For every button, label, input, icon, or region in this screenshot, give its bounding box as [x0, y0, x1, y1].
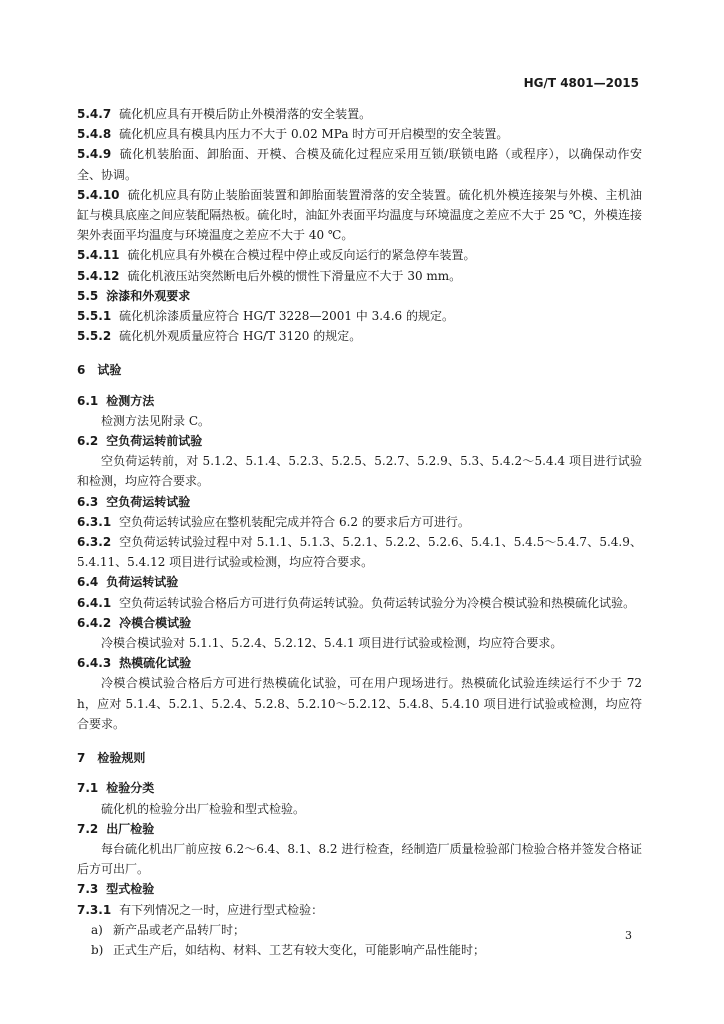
clause-number: 5.4.10 [77, 187, 120, 202]
heading-text: 出厂检验 [106, 821, 155, 836]
clause-number: 6.3.1 [77, 514, 112, 529]
clause-5-4-12 [77, 266, 642, 286]
heading-7-3 [77, 879, 642, 899]
list-marker: a) [91, 922, 103, 937]
clause-number: 5.4.12 [77, 268, 120, 283]
section-title: 检验规则 [97, 751, 146, 766]
paragraph: 每台硫化机出厂前应按 6.2～6.4、8.1、8.2 进行检查，经制造厂质量检验部门检验合格并签发合格证后方可出厂。 [77, 841, 642, 877]
clause-number: 5.4.7 [77, 107, 112, 121]
clause-number: 6.4.1 [77, 595, 112, 610]
paragraph: 冷模合模试验对 5.1.1、5.2.4、5.2.12、5.4.1 项目进行试验或检测，均应符合要求。 [101, 636, 563, 651]
section-number: 6 [77, 363, 86, 378]
list-text: 正式生产后，如结构、材料、工艺有较大变化，可能影响产品性能时； [113, 942, 486, 957]
list-marker: b) [91, 942, 104, 957]
clause-7-3-1 [77, 900, 642, 920]
heading-text: 型式检验 [106, 882, 155, 897]
clause-number: 5.5.1 [77, 309, 112, 324]
heading-number: 6.4.2 [77, 615, 112, 630]
heading-number: 6.1 [77, 393, 99, 408]
heading-text: 涂漆和外观要求 [106, 288, 191, 303]
clause-6-3-1 [77, 512, 642, 532]
section-6-heading [77, 360, 642, 380]
heading-5-5 [77, 286, 642, 306]
clause-text: 硫化机外观质量应符合 HG/T 3120 的规定。 [119, 329, 362, 344]
clause-number: 6.3.2 [77, 535, 112, 550]
section-number: 7 [77, 751, 86, 766]
heading-7-2 [77, 819, 642, 839]
heading-number: 7.1 [77, 781, 99, 796]
clause-6-4-1 [77, 593, 642, 613]
heading-6-4-2 [77, 613, 642, 633]
page-number: 3 [625, 929, 632, 942]
clause-number: 5.5.2 [77, 329, 112, 344]
heading-number: 7.2 [77, 821, 99, 836]
paragraph: 冷模合模试验合格后方可进行热模硫化试验，可在用户现场进行。热模硫化试验连续运行不少于 72 h，应对 5.1.4、5.2.1、5.2.4、5.2.8、5.2.10～5.2.12、5.4.8、5.4.10 项目进行试验或检测，均应符合要求。 [77, 676, 642, 731]
paragraph: 空负荷运转前，对 5.1.2、5.1.4、5.2.3、5.2.5、5.2.7、5.2.9、5.3、5.4.2～5.4.4 项目进行试验和检测，均应符合要求。 [77, 454, 642, 489]
clause-text: 空负荷运转试验应在整机装配完成并符合 6.2 的要求后方可进行。 [119, 514, 470, 529]
section-title: 试验 [97, 363, 122, 378]
list-item [77, 940, 642, 960]
clause-5-4-11 [77, 245, 642, 265]
clause-number: 5.4.8 [77, 127, 112, 142]
clause-5-5-1 [77, 306, 642, 326]
heading-number: 6.4.3 [77, 656, 112, 671]
clause-5-5-2 [77, 326, 642, 346]
clause-text: 硫化机应具有外模在合模过程中停止或反向运行的紧急停车装置。 [127, 248, 476, 263]
heading-text: 空负荷运转前试验 [106, 434, 203, 449]
heading-text: 冷模合模试验 [119, 615, 192, 630]
clause-text: 硫化机应具有开模后防止外模滑落的安全装置。 [119, 107, 372, 121]
clause-text: 硫化机装胎面、卸胎面、开模、合模及硫化过程应采用互锁/联锁电路（或程序），以确保动作安全、协调。 [77, 147, 642, 182]
heading-text: 检验分类 [106, 781, 155, 796]
document-body [77, 104, 642, 960]
heading-number: 6.3 [77, 494, 99, 509]
clause-5-4-7 [77, 104, 642, 124]
heading-text: 负荷运转试验 [106, 575, 179, 590]
heading-text: 热模硫化试验 [119, 656, 192, 671]
clause-number: 5.4.11 [77, 248, 120, 263]
heading-text: 空负荷运转试验 [106, 494, 191, 509]
clause-5-4-10 [77, 185, 642, 246]
heading-6-4 [77, 572, 642, 592]
list-text: 新产品或老产品转厂时； [113, 922, 246, 937]
clause-text: 硫化机应具有防止装胎面装置和卸胎面装置滑落的安全装置。硫化机外模连接架与外模、主机油缸与模具底座之间应装配隔热板。硫化时，油缸外表面平均温度与环境温度之差应不大于 25 ℃，外模连接架外表面平均温度与环境温度之差应不大于 40 ℃。 [77, 187, 642, 243]
heading-number: 7.3 [77, 882, 99, 897]
heading-7-1 [77, 778, 642, 798]
heading-number: 6.2 [77, 434, 99, 449]
clause-text: 空负荷运转试验合格后方可进行负荷运转试验。负荷运转试验分为冷模合模试验和热模硫化试验。 [119, 595, 636, 610]
heading-6-1 [77, 391, 642, 411]
document-header: HG/T 4801—2015 [523, 76, 639, 90]
heading-text: 检测方法 [106, 393, 155, 408]
clause-text: 硫化机涂漆质量应符合 HG/T 3228—2001 中 3.4.6 的规定。 [119, 309, 454, 324]
clause-text: 有下列情况之一时，应进行型式检验： [119, 902, 324, 917]
clause-number: 5.4.9 [77, 147, 112, 162]
heading-6-2 [77, 431, 642, 451]
clause-5-4-8 [77, 124, 642, 144]
list-item [77, 920, 642, 940]
heading-number: 5.5 [77, 288, 99, 303]
clause-text: 硫化机应具有模具内压力不大于 0.02 MPa 时方可开启模型的安全装置。 [119, 127, 509, 142]
clause-6-3-2 [77, 532, 642, 572]
heading-6-3 [77, 492, 642, 512]
clause-5-4-9 [77, 144, 642, 184]
clause-number: 7.3.1 [77, 902, 112, 917]
clause-text: 空负荷运转试验过程中对 5.1.1、5.1.3、5.2.1、5.2.2、5.2.6、5.4.1、5.4.5～5.4.7、5.4.9、5.4.11、5.4.12 项目进行试验或检测，均应符合要求。 [77, 535, 642, 570]
heading-number: 6.4 [77, 575, 99, 590]
heading-6-4-3 [77, 653, 642, 673]
clause-text: 硫化机液压站突然断电后外模的惯性下滑量应不大于 30 mm。 [127, 268, 462, 283]
paragraph: 检测方法见附录 C。 [101, 413, 210, 428]
section-7-heading [77, 748, 642, 768]
paragraph: 硫化机的检验分出厂检验和型式检验。 [101, 801, 306, 816]
